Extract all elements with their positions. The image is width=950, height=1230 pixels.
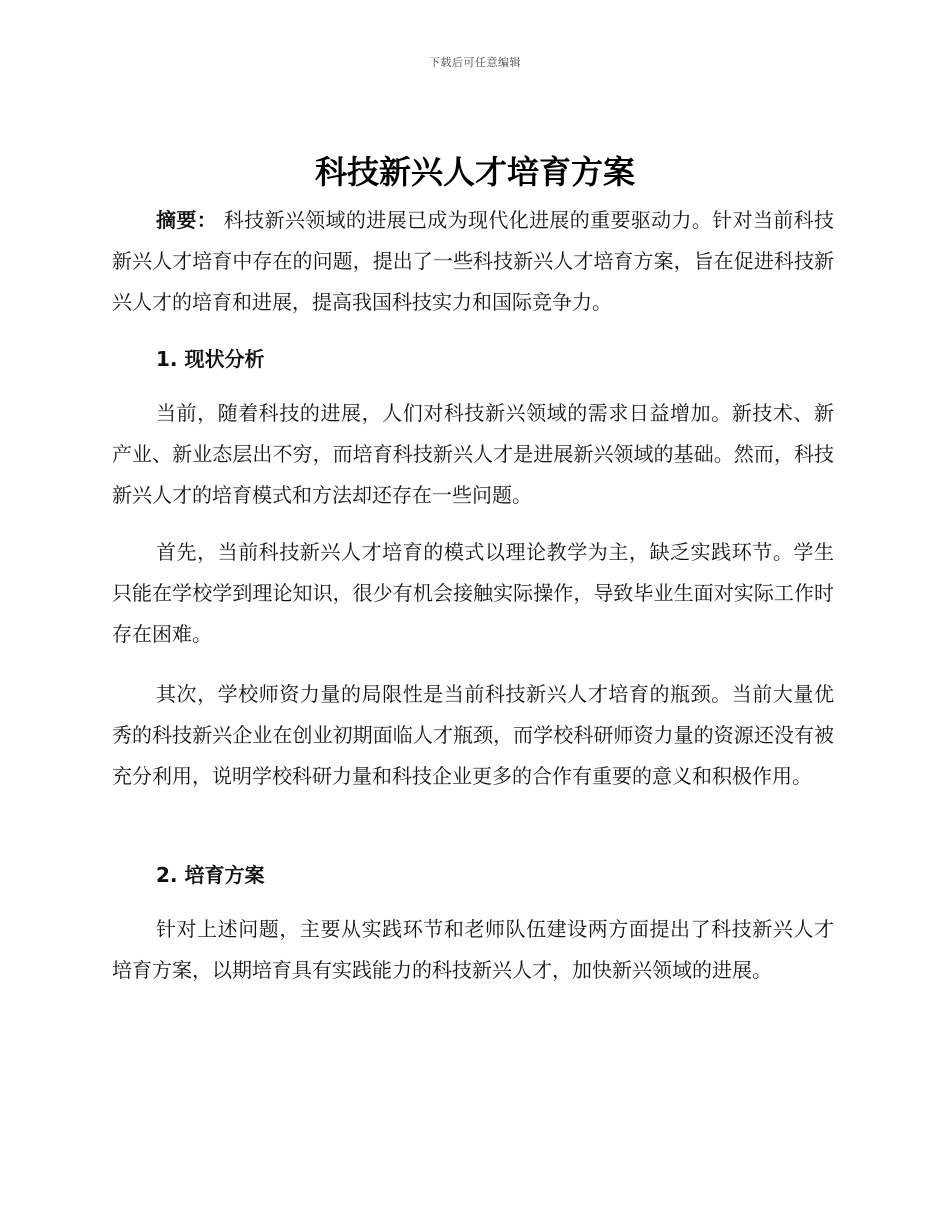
abstract-text: 科技新兴领域的进展已成为现代化进展的重要驱动力。针对当前科技新兴人才培育中存在的问题，提出了一些科技新兴人才培育方案，旨在促进科技新兴人才的培育和进展，提高我国科技实力和国际竞争力。 [112,208,835,314]
section-heading-status: 1. 现状分析 [156,347,265,371]
page-title: 科技新兴人才培育方案 [314,153,635,191]
paragraph: 针对上述问题，主要从实践环节和老师队伍建设两方面提出了科技新兴人才培育方案，以期培育具有实践能力的科技新兴人才，加快新兴领域的进展。 [112,917,834,982]
section-heading-plan: 2. 培育方案 [156,863,265,887]
abstract-paragraph [112,200,834,323]
paragraph: 当前，随着科技的进展，人们对科技新兴领域的需求日益增加。新技术、新产业、新业态层出不穷，而培育科技新兴人才是进展新兴领域的基础。然而，科技新兴人才的培育模式和方法却还存在一些问题。 [112,401,834,507]
paragraph: 首先，当前科技新兴人才培育的模式以理论教学为主，缺乏实践环节。学生只能在学校学到理论知识，很少有机会接触实际操作，导致毕业生面对实际工作时存在困难。 [112,540,834,646]
abstract-label: 摘要： [156,208,218,232]
paragraph: 其次，学校师资力量的局限性是当前科技新兴人才培育的瓶颈。当前大量优秀的科技新兴企业在创业初期面临人才瓶颈，而学校科研师资力量的资源还没有被充分利用，说明学校科研力量和科技企业更多的合作有重要的意义和积极作用。 [112,682,834,788]
header-note: 下载后可任意编辑 [429,56,521,69]
